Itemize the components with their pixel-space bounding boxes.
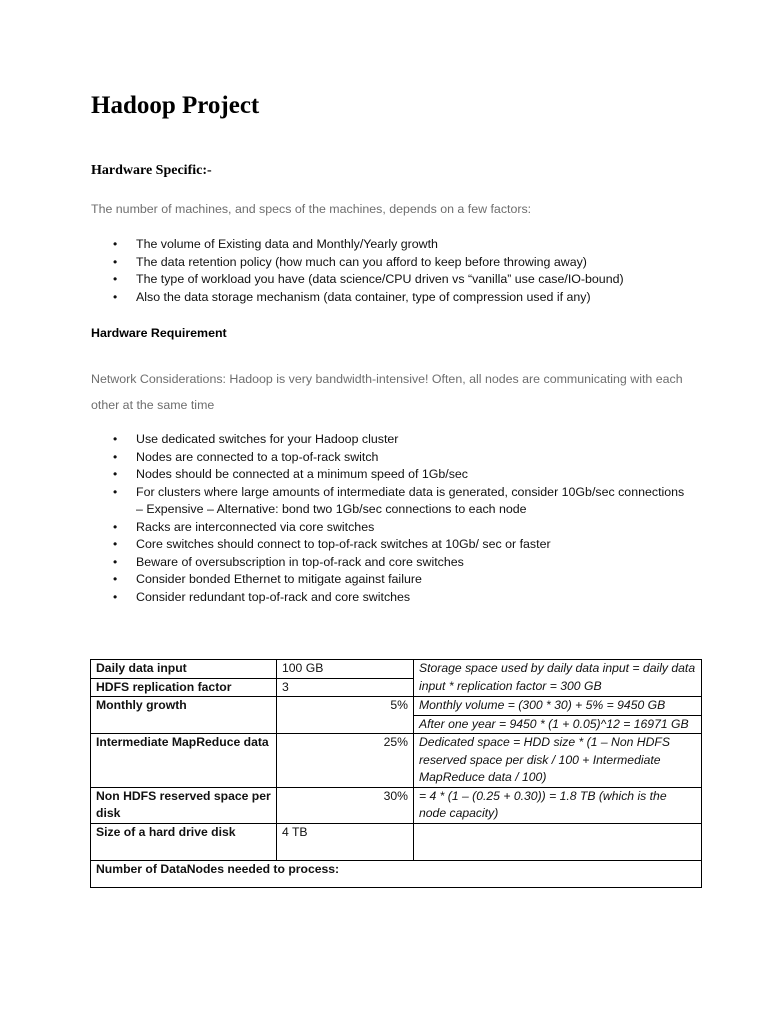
row-value: 4 TB xyxy=(277,823,414,860)
list-item: • Nodes are connected to a top-of-rack switch xyxy=(91,449,691,467)
row-note: Storage space used by daily data input = daily data input * replication factor = 300 GB xyxy=(414,660,702,697)
capacity-table xyxy=(90,659,702,888)
row-value: 100 GB xyxy=(277,660,414,679)
list-item: • Consider bonded Ethernet to mitigate against failure xyxy=(91,571,691,589)
row-label: HDFS replication factor xyxy=(91,678,277,697)
table-row xyxy=(91,860,702,887)
row-note: After one year = 9450 * (1 + 0.05)^12 = 16971 GB xyxy=(414,715,702,734)
final-row-label: Number of DataNodes needed to process: xyxy=(91,860,702,887)
list-item: • Nodes should be connected at a minimum speed of 1Gb/sec xyxy=(91,466,691,484)
row-label: Non HDFS reserved space per disk xyxy=(91,787,277,823)
list-item: • Beware of oversubscription in top-of-rack and core switches xyxy=(91,554,691,572)
list-item: • Racks are interconnected via core switches xyxy=(91,519,691,537)
page-title: Hadoop Project xyxy=(91,92,260,119)
network-considerations-paragraph: Network Considerations: Hadoop is very bandwidth-intensive! Often, all nodes are communicating with each other at the same time xyxy=(91,372,683,412)
row-value: 3 xyxy=(277,678,414,697)
network-list xyxy=(91,431,691,606)
row-note: Dedicated space = HDD size * (1 – Non HDFS reserved space per disk / 100 + Intermediate MapReduce data / 100) xyxy=(414,734,702,788)
factors-intro: The number of machines, and specs of the machines, depends on a few factors: xyxy=(91,202,532,216)
row-value: 25% xyxy=(277,734,414,788)
list-item: • Consider redundant top-of-rack and core switches xyxy=(91,589,691,607)
list-item: • The volume of Existing data and Monthly/Yearly growth xyxy=(91,236,691,254)
list-item: • The type of workload you have (data science/CPU driven vs “vanilla” use case/IO-bound) xyxy=(91,271,691,289)
list-item: • The data retention policy (how much can you afford to keep before throwing away) xyxy=(91,254,691,272)
table-row xyxy=(91,734,702,788)
row-value: 30% xyxy=(277,787,414,823)
list-item: • For clusters where large amounts of intermediate data is generated, consider 10Gb/sec connections – Expensive – Alternative: bond two 1Gb/sec connections to each node xyxy=(91,484,691,519)
row-label: Intermediate MapReduce data xyxy=(91,734,277,788)
list-item: • Also the data storage mechanism (data container, type of compression used if any) xyxy=(91,289,691,307)
row-note: Monthly volume = (300 * 30) + 5% = 9450 GB xyxy=(414,697,702,716)
row-label: Monthly growth xyxy=(91,697,277,734)
row-value: 5% xyxy=(277,697,414,734)
row-label: Daily data input xyxy=(91,660,277,679)
list-item: • Core switches should connect to top-of-rack switches at 10Gb/ sec or faster xyxy=(91,536,691,554)
table-row xyxy=(91,697,702,716)
list-item: • Use dedicated switches for your Hadoop cluster xyxy=(91,431,691,449)
table-row xyxy=(91,823,702,860)
row-label: Size of a hard drive disk xyxy=(91,823,277,860)
row-note-empty xyxy=(414,823,702,860)
row-note: = 4 * (1 – (0.25 + 0.30)) = 1.8 TB (which is the node capacity) xyxy=(414,787,702,823)
table-row xyxy=(91,787,702,823)
hardware-specific-heading: Hardware Specific:- xyxy=(91,163,212,178)
hardware-requirement-heading: Hardware Requirement xyxy=(91,326,227,340)
factors-list xyxy=(91,236,691,306)
table-row xyxy=(91,660,702,679)
